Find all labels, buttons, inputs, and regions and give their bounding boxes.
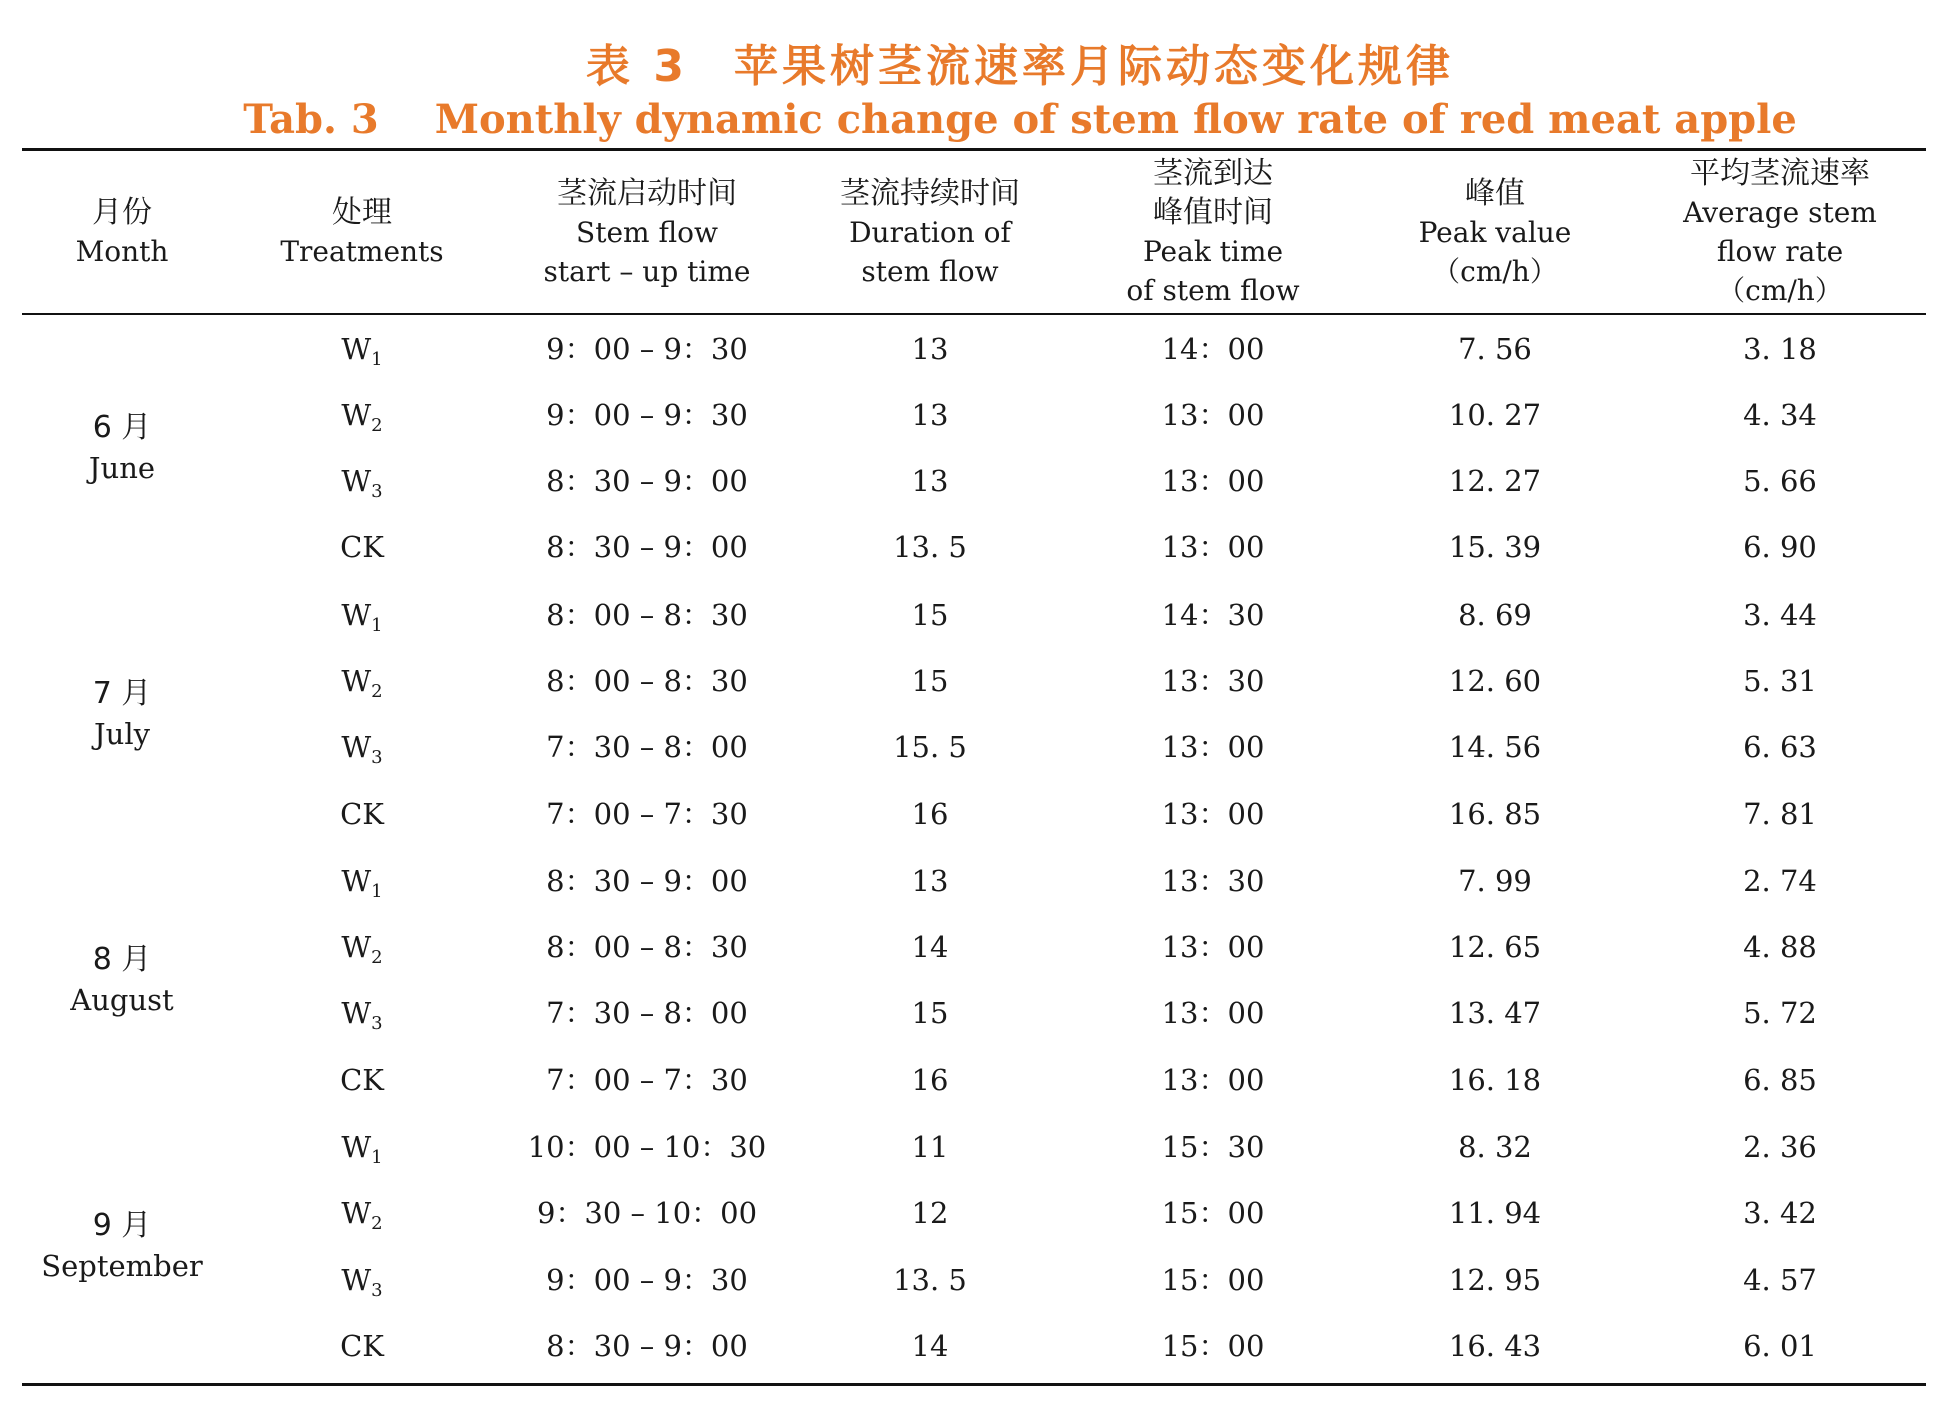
cell-start-time: 9：00 – 9：30 bbox=[546, 1263, 748, 1297]
cell-duration: 13 bbox=[911, 464, 949, 498]
cell-avg-rate: 2. 74 bbox=[1743, 864, 1817, 898]
month-cn: 9 月 bbox=[92, 1208, 152, 1243]
table-row bbox=[0, 1047, 1948, 1113]
table-row bbox=[0, 714, 1948, 780]
header-avg-rate bbox=[1660, 152, 1900, 312]
header-duration bbox=[810, 152, 1050, 312]
table-row bbox=[0, 448, 1948, 514]
cell-peak-value: 8. 32 bbox=[1458, 1130, 1532, 1164]
treatment-subscript: 1 bbox=[371, 881, 383, 902]
cell-duration: 15 bbox=[911, 664, 949, 698]
header-peak-value-unit: （cm/h） bbox=[1432, 254, 1558, 288]
cell-treatment bbox=[262, 714, 462, 780]
cell-avg-rate: 5. 72 bbox=[1743, 996, 1817, 1030]
cell-start-time: 8：00 – 8：30 bbox=[546, 598, 748, 632]
cell-start-time: 8：00 – 8：30 bbox=[546, 930, 748, 964]
table-row bbox=[0, 1247, 1948, 1313]
treatment-label: W bbox=[341, 1130, 372, 1164]
bottom-rule bbox=[22, 1383, 1926, 1386]
treatment-subscript: 2 bbox=[371, 947, 383, 968]
header-month-en: Month bbox=[75, 235, 169, 268]
cell-avg-rate: 6. 85 bbox=[1743, 1063, 1817, 1097]
treatment-subscript: 2 bbox=[371, 415, 383, 436]
cell-peak-time: 14：30 bbox=[1161, 598, 1265, 632]
table-title-en-text: Monthly dynamic change of stem flow rate of red meat apple bbox=[434, 96, 1797, 143]
table-label-cn: 表 3 bbox=[586, 41, 688, 92]
treatment-label: W bbox=[341, 664, 372, 698]
header-peak-value bbox=[1385, 152, 1605, 312]
header-peak-time bbox=[1093, 152, 1333, 312]
cell-start-time: 8：30 – 9：00 bbox=[546, 864, 748, 898]
cell-treatment bbox=[262, 514, 462, 580]
month-cn: 8 月 bbox=[92, 942, 152, 977]
table-row bbox=[0, 582, 1948, 648]
cell-treatment bbox=[262, 848, 462, 914]
cell-peak-value: 12. 65 bbox=[1448, 930, 1542, 964]
cell-avg-rate: 4. 57 bbox=[1743, 1263, 1817, 1297]
table-title-cn bbox=[0, 30, 1948, 94]
table-row bbox=[0, 781, 1948, 847]
cell-peak-time: 13：30 bbox=[1161, 664, 1265, 698]
cell-peak-time: 14：00 bbox=[1161, 332, 1265, 366]
cell-start-time: 8：00 – 8：30 bbox=[546, 664, 748, 698]
table-row bbox=[0, 1313, 1948, 1379]
cell-avg-rate: 3. 18 bbox=[1743, 332, 1817, 366]
cell-duration: 16 bbox=[911, 1063, 949, 1097]
cell-treatment bbox=[262, 781, 462, 847]
treatment-label: W bbox=[341, 464, 372, 498]
header-duration-en1: Duration of bbox=[849, 215, 1011, 249]
cell-avg-rate: 5. 66 bbox=[1743, 464, 1817, 498]
header-treatment-cn: 处理 bbox=[332, 195, 392, 230]
header-avg-rate-unit: （cm/h） bbox=[1717, 274, 1843, 307]
cell-start-time: 10：00 – 10：30 bbox=[527, 1130, 767, 1164]
table-row bbox=[0, 848, 1948, 914]
cell-peak-time: 15：30 bbox=[1161, 1130, 1265, 1164]
cell-avg-rate: 5. 31 bbox=[1743, 664, 1817, 698]
cell-peak-time: 13：00 bbox=[1161, 464, 1265, 498]
treatment-label: W bbox=[341, 332, 372, 366]
table-row bbox=[0, 1114, 1948, 1180]
header-peak-value-en: Peak value bbox=[1418, 215, 1572, 249]
cell-avg-rate: 2. 36 bbox=[1743, 1130, 1817, 1164]
cell-peak-time: 13：00 bbox=[1161, 530, 1265, 564]
cell-treatment bbox=[262, 448, 462, 514]
cell-peak-time: 15：00 bbox=[1161, 1329, 1265, 1363]
cell-peak-time: 13：30 bbox=[1161, 864, 1265, 898]
header-peak-time-cn1: 茎流到达 bbox=[1153, 156, 1273, 191]
month-cn: 7 月 bbox=[92, 676, 152, 711]
table-row bbox=[0, 1180, 1948, 1246]
cell-peak-time: 15：00 bbox=[1161, 1196, 1265, 1230]
cell-avg-rate: 3. 42 bbox=[1743, 1196, 1817, 1230]
cell-treatment bbox=[262, 648, 462, 714]
cell-start-time: 7：00 – 7：30 bbox=[546, 1063, 748, 1097]
cell-peak-time: 13：00 bbox=[1161, 797, 1265, 831]
header-treatment-en: Treatments bbox=[280, 235, 444, 268]
table-row bbox=[0, 316, 1948, 382]
cell-peak-value: 16. 43 bbox=[1448, 1329, 1542, 1363]
top-rule bbox=[22, 148, 1926, 151]
cell-treatment bbox=[262, 582, 462, 648]
treatment-label: CK bbox=[340, 1063, 384, 1097]
header-start-time bbox=[497, 152, 797, 312]
cell-peak-value: 12. 27 bbox=[1448, 464, 1542, 498]
header-start-en2: start – up time bbox=[543, 254, 751, 288]
cell-peak-value: 12. 95 bbox=[1448, 1263, 1542, 1297]
month-en: July bbox=[94, 717, 150, 751]
month-cn: 6 月 bbox=[92, 410, 152, 445]
cell-start-time: 9：30 – 10：00 bbox=[536, 1196, 758, 1230]
treatment-label: CK bbox=[340, 1329, 384, 1363]
treatment-subscript: 3 bbox=[371, 1013, 383, 1034]
header-peak-time-en2: of stem flow bbox=[1126, 274, 1300, 307]
cell-duration: 14 bbox=[911, 930, 949, 964]
cell-peak-time: 13：00 bbox=[1161, 930, 1265, 964]
cell-start-time: 8：30 – 9：00 bbox=[546, 464, 748, 498]
treatment-label: CK bbox=[340, 530, 384, 564]
cell-treatment bbox=[262, 1114, 462, 1180]
header-month-cn: 月份 bbox=[92, 195, 152, 230]
cell-peak-value: 16. 85 bbox=[1448, 797, 1542, 831]
table-row bbox=[0, 514, 1948, 580]
cell-treatment bbox=[262, 1247, 462, 1313]
cell-duration: 15. 5 bbox=[893, 730, 967, 764]
treatment-subscript: 3 bbox=[371, 1280, 383, 1301]
cell-peak-value: 8. 69 bbox=[1458, 598, 1532, 632]
treatment-subscript: 1 bbox=[371, 1147, 383, 1168]
cell-peak-value: 11. 94 bbox=[1448, 1196, 1542, 1230]
cell-start-time: 7：00 – 7：30 bbox=[546, 797, 748, 831]
cell-start-time: 7：30 – 8：00 bbox=[546, 996, 748, 1030]
header-month bbox=[22, 152, 222, 312]
cell-duration: 13 bbox=[911, 864, 949, 898]
cell-avg-rate: 6. 01 bbox=[1743, 1329, 1817, 1363]
table-row bbox=[0, 382, 1948, 448]
header-peak-time-cn2: 峰值时间 bbox=[1153, 195, 1273, 230]
cell-duration: 13 bbox=[911, 398, 949, 432]
cell-duration: 15 bbox=[911, 598, 949, 632]
cell-treatment bbox=[262, 1313, 462, 1379]
treatment-label: W bbox=[341, 1196, 372, 1230]
treatment-label: W bbox=[341, 730, 372, 764]
cell-duration: 11 bbox=[911, 1130, 949, 1164]
treatment-subscript: 2 bbox=[371, 1213, 383, 1234]
table-label-en: Tab. 3 bbox=[243, 96, 379, 143]
header-peak-time-en1: Peak time bbox=[1142, 235, 1284, 268]
cell-peak-value: 16. 18 bbox=[1448, 1063, 1542, 1097]
cell-start-time: 7：30 – 8：00 bbox=[546, 730, 748, 764]
cell-start-time: 8：30 – 9：00 bbox=[546, 1329, 748, 1363]
header-treatment bbox=[262, 152, 462, 312]
header-peak-value-cn: 峰值 bbox=[1465, 175, 1525, 211]
cell-start-time: 9：00 – 9：30 bbox=[546, 398, 748, 432]
cell-avg-rate: 7. 81 bbox=[1743, 797, 1817, 831]
cell-start-time: 8：30 – 9：00 bbox=[546, 530, 748, 564]
table-row bbox=[0, 648, 1948, 714]
cell-duration: 16 bbox=[911, 797, 949, 831]
header-avg-rate-en1: Average stem bbox=[1683, 196, 1877, 229]
cell-peak-value: 14. 56 bbox=[1448, 730, 1542, 764]
cell-duration: 13. 5 bbox=[893, 1263, 967, 1297]
cell-treatment bbox=[262, 914, 462, 980]
table-title-en bbox=[0, 96, 1948, 143]
cell-duration: 14 bbox=[911, 1329, 949, 1363]
cell-treatment bbox=[262, 1047, 462, 1113]
treatment-label: W bbox=[341, 864, 372, 898]
cell-avg-rate: 4. 88 bbox=[1743, 930, 1817, 964]
cell-duration: 13. 5 bbox=[893, 530, 967, 564]
cell-treatment bbox=[262, 316, 462, 382]
cell-peak-value: 13. 47 bbox=[1448, 996, 1542, 1030]
cell-avg-rate: 4. 34 bbox=[1743, 398, 1817, 432]
table-title-cn-text: 苹果树茎流速率月际动态变化规律 bbox=[733, 41, 1454, 92]
treatment-subscript: 1 bbox=[371, 615, 383, 636]
cell-peak-value: 15. 39 bbox=[1448, 530, 1542, 564]
treatment-label: W bbox=[341, 1263, 372, 1297]
cell-peak-time: 13：00 bbox=[1161, 1063, 1265, 1097]
cell-peak-value: 12. 60 bbox=[1448, 664, 1542, 698]
treatment-subscript: 1 bbox=[371, 349, 383, 370]
treatment-subscript: 3 bbox=[371, 747, 383, 768]
cell-peak-time: 15：00 bbox=[1161, 1263, 1265, 1297]
month-en: September bbox=[41, 1249, 203, 1283]
cell-treatment bbox=[262, 1180, 462, 1246]
cell-avg-rate: 6. 90 bbox=[1743, 530, 1817, 564]
cell-peak-time: 13：00 bbox=[1161, 730, 1265, 764]
header-start-en1: Stem flow bbox=[576, 215, 718, 249]
cell-peak-value: 10. 27 bbox=[1448, 398, 1542, 432]
treatment-subscript: 2 bbox=[371, 681, 383, 702]
cell-avg-rate: 3. 44 bbox=[1743, 598, 1817, 632]
table-row bbox=[0, 914, 1948, 980]
header-avg-rate-cn: 平均茎流速率 bbox=[1690, 156, 1870, 191]
treatment-label: W bbox=[341, 930, 372, 964]
cell-peak-time: 13：00 bbox=[1161, 996, 1265, 1030]
cell-treatment bbox=[262, 382, 462, 448]
cell-duration: 13 bbox=[911, 332, 949, 366]
treatment-label: W bbox=[341, 996, 372, 1030]
treatment-label: CK bbox=[340, 797, 384, 831]
cell-duration: 12 bbox=[911, 1196, 949, 1230]
header-duration-cn: 茎流持续时间 bbox=[840, 175, 1020, 211]
treatment-label: W bbox=[341, 398, 372, 432]
cell-duration: 15 bbox=[911, 996, 949, 1030]
cell-start-time: 9：00 – 9：30 bbox=[546, 332, 748, 366]
treatment-label: W bbox=[341, 598, 372, 632]
header-rule bbox=[22, 313, 1926, 315]
month-en: August bbox=[70, 983, 174, 1017]
header-start-cn: 茎流启动时间 bbox=[557, 175, 737, 211]
cell-peak-value: 7. 56 bbox=[1458, 332, 1532, 366]
cell-peak-time: 13：00 bbox=[1161, 398, 1265, 432]
cell-avg-rate: 6. 63 bbox=[1743, 730, 1817, 764]
treatment-subscript: 3 bbox=[371, 481, 383, 502]
cell-peak-value: 7. 99 bbox=[1458, 864, 1532, 898]
header-avg-rate-en2: flow rate bbox=[1716, 235, 1844, 268]
header-duration-en2: stem flow bbox=[861, 254, 999, 288]
cell-treatment bbox=[262, 980, 462, 1046]
month-en: June bbox=[88, 451, 156, 485]
table-row bbox=[0, 980, 1948, 1046]
